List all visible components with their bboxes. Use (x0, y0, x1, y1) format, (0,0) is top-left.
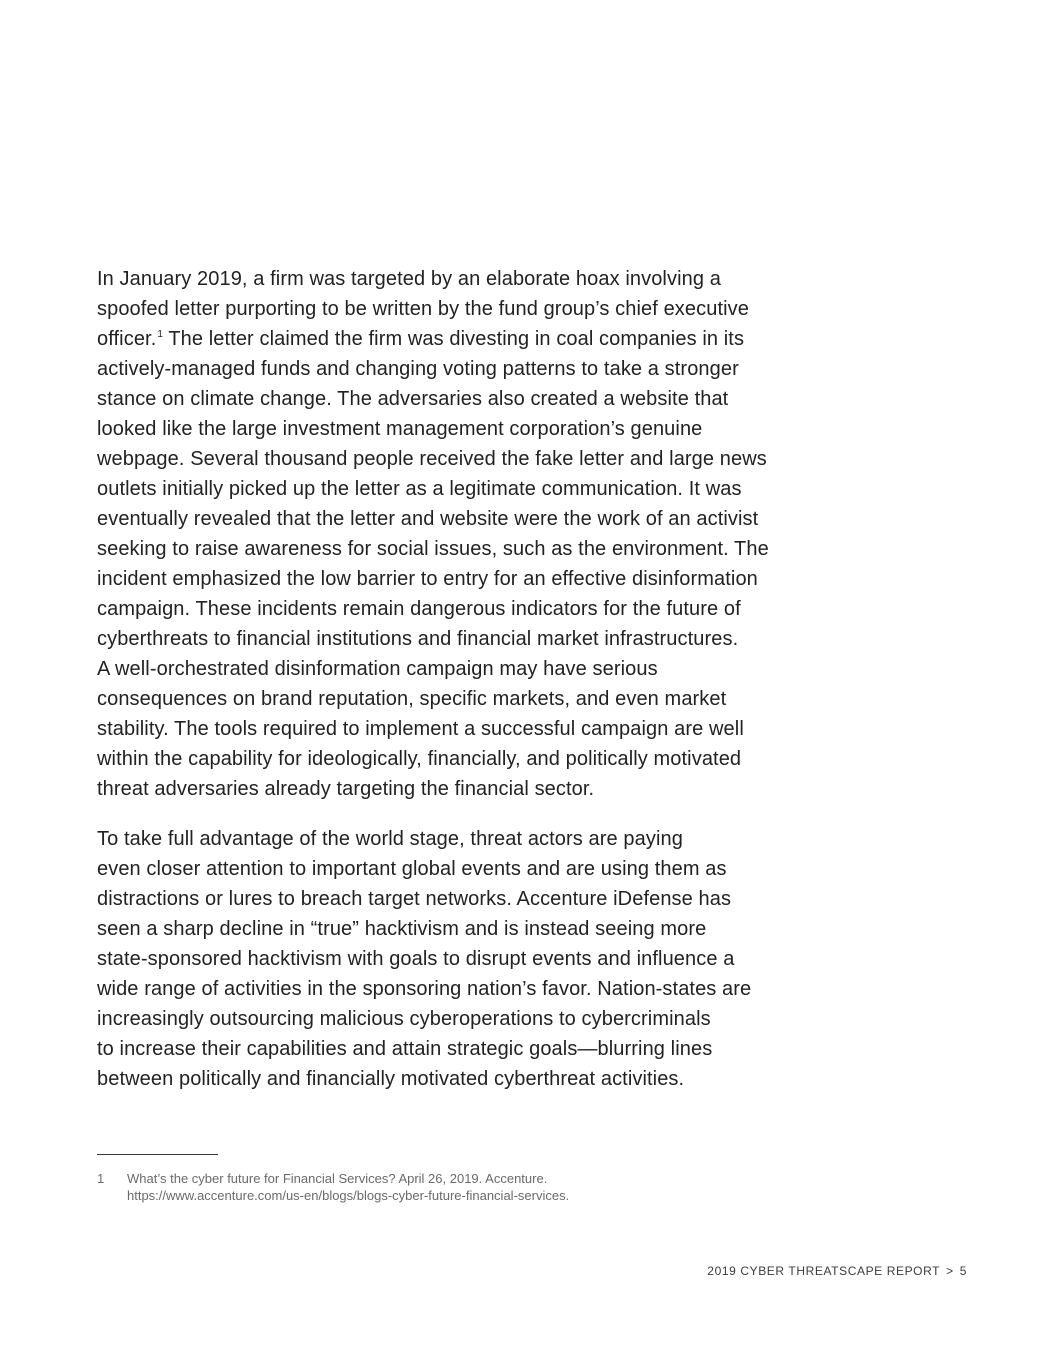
footnote-body (127, 1170, 857, 1204)
text-line-lead: officer. (97, 328, 157, 350)
page-number: 5 (959, 1264, 967, 1278)
main-text (97, 264, 849, 1094)
text-line: campaign. These incidents remain dangerous indicators for the future of (97, 598, 741, 620)
text-line: actively-managed funds and changing voting patterns to take a stronger (97, 358, 739, 380)
text-line: even closer attention to important global events and are using them as (97, 858, 727, 880)
paragraph-disinformation-hoax (97, 264, 849, 804)
footer-separator: > (946, 1264, 954, 1278)
text-line: between politically and financially motivated cyberthreat activities. (97, 1068, 685, 1090)
text-line: seeking to raise awareness for social issues, such as the environment. The (97, 538, 769, 560)
text-line: cyberthreats to financial institutions and financial market infrastructures. (97, 628, 739, 650)
text-line: eventually revealed that the letter and website were the work of an activist (97, 508, 759, 530)
text-line: In January 2019, a firm was targeted by an elaborate hoax involving a (97, 268, 721, 290)
text-line: stance on climate change. The adversaries also created a website that (97, 388, 729, 410)
text-line: increasingly outsourcing malicious cyberoperations to cybercriminals (97, 1008, 711, 1030)
paragraph-hacktivism (97, 824, 849, 1094)
text-line: webpage. Several thousand people received the fake letter and large news (97, 448, 767, 470)
text-line: wide range of activities in the sponsoring nation’s favor. Nation-states are (97, 978, 752, 1000)
footnote-reference[interactable]: 1 (157, 329, 164, 340)
text-line: To take full advantage of the world stage, threat actors are paying (97, 828, 683, 850)
footnote-number: 1 (97, 1171, 105, 1186)
text-line: consequences on brand reputation, specific markets, and even market (97, 688, 727, 710)
text-line: stability. The tools required to implement a successful campaign are well (97, 718, 744, 740)
footnote-citation: What’s the cyber future for Financial Services? April 26, 2019. Accenture. (127, 1171, 548, 1186)
text-line: incident emphasized the low barrier to entry for an effective disinformation (97, 568, 758, 590)
page-footer (707, 1263, 967, 1279)
text-line-rest: The letter claimed the firm was divesting in coal companies in its (168, 328, 745, 350)
report-title: 2019 CYBER THREATSCAPE REPORT (707, 1264, 941, 1278)
footnote-url[interactable]: https://www.accenture.com/us-en/blogs/blogs-cyber-future-financial-services. (127, 1188, 570, 1203)
text-line: looked like the large investment management corporation’s genuine (97, 418, 703, 440)
text-line: spoofed letter purporting to be written by the fund group’s chief executive (97, 298, 749, 320)
text-line: within the capability for ideologically, financially, and politically motivated (97, 748, 742, 770)
text-line: A well-orchestrated disinformation campaign may have serious (97, 658, 658, 680)
text-line: threat adversaries already targeting the financial sector. (97, 778, 595, 800)
text-line: to increase their capabilities and attain strategic goals—blurring lines (97, 1038, 713, 1060)
footnote (97, 1170, 857, 1204)
text-line-with-footnote (97, 324, 849, 354)
text-line: seen a sharp decline in “true” hacktivism and is instead seeing more (97, 918, 707, 940)
text-line: outlets initially picked up the letter as a legitimate communication. It was (97, 478, 742, 500)
footnote-divider (97, 1154, 218, 1155)
text-line: distractions or lures to breach target networks. Accenture iDefense has (97, 888, 732, 910)
text-line: state-sponsored hacktivism with goals to disrupt events and influence a (97, 948, 735, 970)
